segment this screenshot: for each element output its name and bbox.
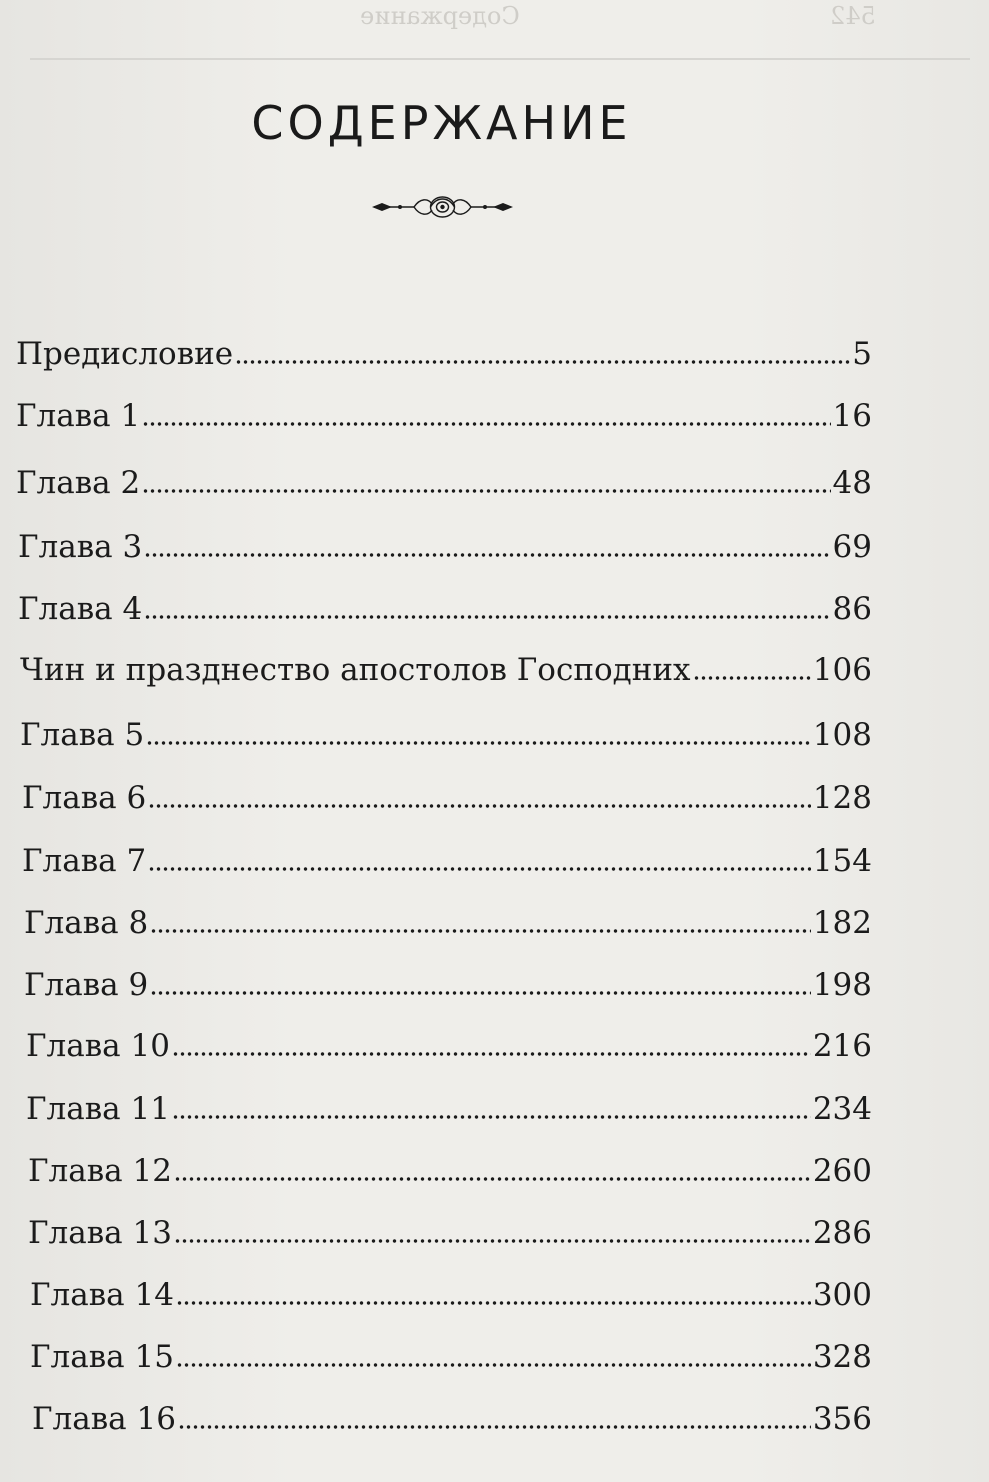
- toc-entry-label: Чин и празднество апостолов Господних: [20, 652, 691, 688]
- toc-entry-label: Глава 11: [26, 1091, 170, 1127]
- toc-entry[interactable]: [18, 589, 872, 629]
- toc-entry[interactable]: [28, 1213, 872, 1253]
- toc-entry-page: 328: [812, 1339, 872, 1375]
- toc-entry-label: Глава 13: [28, 1215, 172, 1251]
- toc-leader-dots: [144, 551, 830, 559]
- toc-leader-dots: [150, 989, 811, 997]
- toc-leader-dots: [174, 1175, 811, 1183]
- toc-entry-page: 198: [812, 967, 872, 1003]
- toc-entry[interactable]: [24, 965, 872, 1005]
- toc-entry-label: Глава 4: [18, 591, 143, 627]
- toc-entry-label: Глава 8: [24, 905, 149, 941]
- toc-entry[interactable]: [22, 841, 872, 881]
- toc-entry-page: 86: [832, 591, 872, 627]
- toc-entry[interactable]: [26, 1089, 872, 1129]
- page-title: СОДЕРЖАНИЕ: [251, 96, 632, 150]
- toc-entry-label: Глава 7: [22, 843, 147, 879]
- toc-entry-page: 356: [812, 1401, 872, 1437]
- toc-entry-label: Предисловие: [16, 336, 234, 372]
- toc-entry[interactable]: [16, 334, 872, 374]
- toc-entry-page: 182: [812, 905, 872, 941]
- toc-leader-dots: [142, 487, 830, 495]
- toc-entry-label: Глава 2: [16, 465, 141, 501]
- toc-entry[interactable]: [18, 527, 872, 567]
- toc-leader-dots: [693, 674, 811, 682]
- toc-entry-label: Глава 3: [18, 529, 143, 565]
- toc-entry-page: 128: [812, 780, 872, 816]
- toc-entry[interactable]: [28, 1151, 872, 1191]
- toc-leader-dots: [142, 420, 830, 428]
- toc-entry-label: Глава 1: [16, 398, 141, 434]
- toc-entry[interactable]: [16, 463, 872, 503]
- toc-leader-dots: [235, 358, 850, 366]
- toc-leader-dots: [176, 1361, 811, 1369]
- toc-entry-label: Глава 5: [20, 717, 145, 753]
- toc-entry-page: 108: [812, 717, 872, 753]
- bleed-through-running-head: Содержание: [360, 2, 520, 30]
- toc-entry-label: Глава 12: [28, 1153, 172, 1189]
- toc-leader-dots: [172, 1113, 811, 1121]
- toc-entry-label: Глава 16: [32, 1401, 176, 1437]
- toc-entry-page: 106: [812, 652, 872, 688]
- toc-entry-page: 286: [812, 1215, 872, 1251]
- toc-leader-dots: [144, 613, 830, 621]
- bleed-through-page-number: 542: [830, 2, 876, 30]
- toc-entry-label: Глава 14: [30, 1277, 174, 1313]
- toc-entry[interactable]: [16, 396, 872, 436]
- toc-entry-label: Глава 15: [30, 1339, 174, 1375]
- toc-leader-dots: [174, 1237, 811, 1245]
- toc-entry-label: Глава 6: [22, 780, 147, 816]
- toc-entry-label: Глава 9: [24, 967, 149, 1003]
- toc-leader-dots: [178, 1423, 811, 1431]
- toc-entry-page: 300: [812, 1277, 872, 1313]
- toc-leader-dots: [176, 1299, 811, 1307]
- toc-entry-page: 154: [812, 843, 872, 879]
- toc-entry-page: 48: [832, 465, 872, 501]
- toc-entry[interactable]: [22, 778, 872, 818]
- toc-leader-dots: [148, 865, 811, 873]
- toc-entry-page: 16: [832, 398, 872, 434]
- toc-entry[interactable]: [30, 1275, 872, 1315]
- toc-entry-page: 69: [832, 529, 872, 565]
- toc-entry[interactable]: [26, 1026, 872, 1066]
- toc-entry[interactable]: [20, 715, 872, 755]
- toc-leader-dots: [148, 802, 811, 810]
- toc-leader-dots: [150, 927, 811, 935]
- toc-entry-page: 234: [812, 1091, 872, 1127]
- toc-leader-dots: [172, 1050, 811, 1058]
- toc-entry-page: 5: [852, 336, 872, 372]
- toc-entry[interactable]: [24, 903, 872, 943]
- toc-entry[interactable]: [20, 650, 872, 690]
- toc-entry[interactable]: [30, 1337, 872, 1377]
- toc-entry-page: 260: [812, 1153, 872, 1189]
- toc-entry-page: 216: [812, 1028, 872, 1064]
- toc-entry-label: Глава 10: [26, 1028, 170, 1064]
- toc-entry[interactable]: [32, 1399, 872, 1439]
- toc-leader-dots: [146, 739, 811, 747]
